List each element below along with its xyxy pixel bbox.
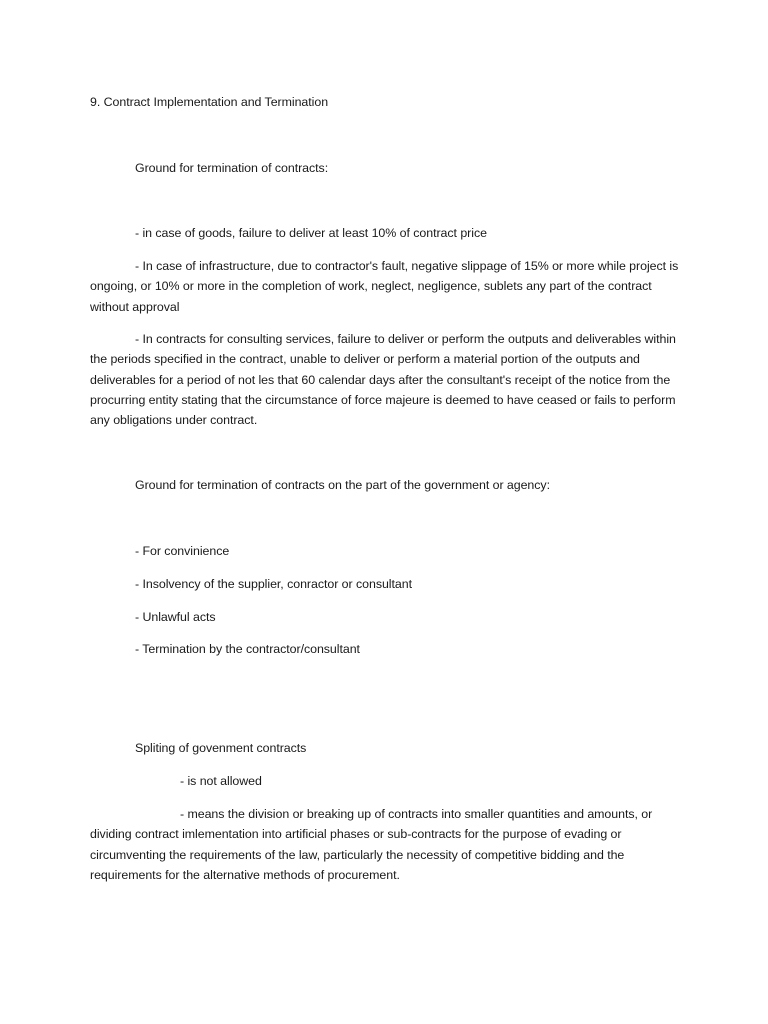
splitting-definition: - means the division or breaking up of contracts into smaller quantities and amounts, or dividing contract imlementation into artificial phases or sub-contracts for the purpose of evading or circumventing the requirements of the law, particularly the necessity of competitive bidding and the requirements for the alternative methods of procurement. [90,807,653,882]
section-heading: 9. Contract Implementation and Termination [90,95,329,109]
splitting-not-allowed: - is not allowed [180,774,262,788]
government-ground-insolvency: - Insolvency of the supplier, conractor or consultant [135,577,412,591]
government-ground-convenience: - For convinience [135,544,230,558]
termination-grounds-heading: Ground for termination of contracts: [135,161,329,175]
termination-ground-consulting: - In contracts for consulting services, failure to deliver or perform the outputs and deliverables within the periods specified in the contract, unable to deliver or perform a material portion of the outputs and deliverables for a period of not les that 60 calendar days after the consultant's receipt of the notice from the procurring entity stating that the circumstance of force majeure is deemed to have ceased or fails to perform any obligations under contract. [90,332,676,428]
government-ground-termination-by-contractor: - Termination by the contractor/consultant [135,642,360,656]
splitting-heading: Spliting of govenment contracts [135,741,307,755]
government-grounds-heading: Ground for termination of contracts on the part of the government or agency: [135,478,550,492]
termination-ground-goods: - in case of goods, failure to deliver at least 10% of contract price [135,226,487,240]
government-ground-unlawful-acts: - Unlawful acts [135,610,216,624]
termination-ground-infrastructure: - In case of infrastructure, due to contractor's fault, negative slippage of 15% or more while project is ongoing, or 10% or more in the completion of work, neglect, negligence, sublets any part of the contract without approval [90,259,679,314]
